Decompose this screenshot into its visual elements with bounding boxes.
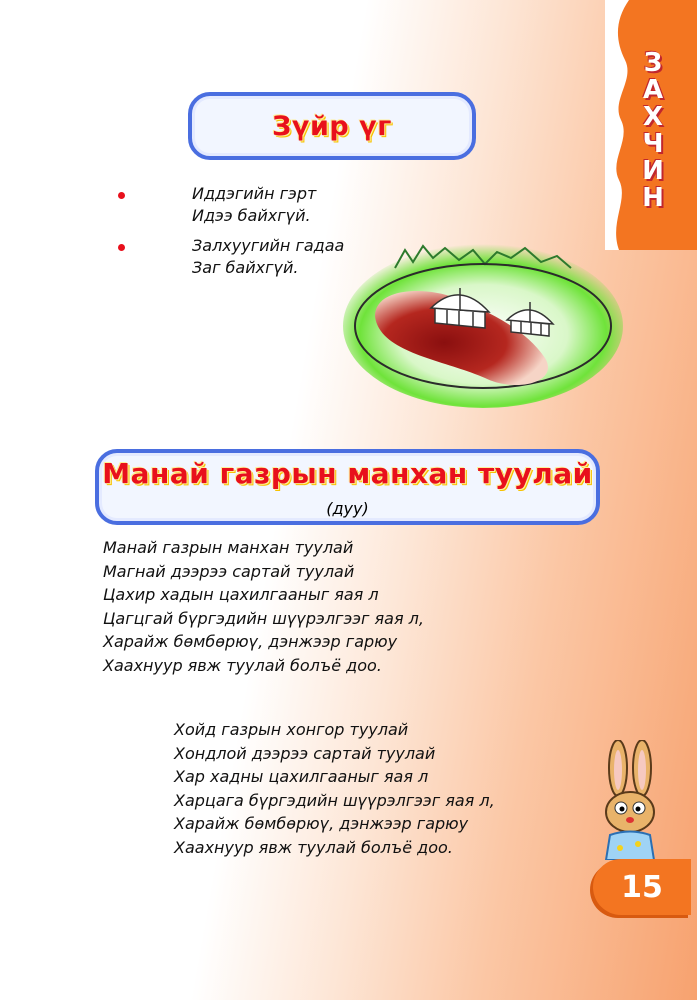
verse-line: Харайж бөмбөрюү, дэнжээр гарюу xyxy=(174,814,469,834)
list-item xyxy=(118,235,344,279)
verse-line: Магнай дээрээ сартай туулай xyxy=(103,561,355,581)
tab-letter: А xyxy=(642,75,664,105)
tab-wavy-edge xyxy=(605,0,629,250)
list-item xyxy=(118,183,344,227)
tab-letter: З xyxy=(643,48,663,78)
verse-line: Цахир хадын цахилгааныг яая л xyxy=(103,585,379,605)
page-number-badge xyxy=(585,857,697,919)
song-verse-1 xyxy=(103,536,424,678)
tab-letter: Ч xyxy=(642,129,664,159)
proverb-line: Заг байхгүй. xyxy=(192,258,299,277)
bullet-icon xyxy=(118,244,125,251)
verse-line: Хойд газрын хонгор туулай xyxy=(174,720,409,739)
verse-line: Цагцгай бүргэдийн шүүрэлгээг яая л, xyxy=(103,608,424,628)
page-number: 15 xyxy=(593,859,691,915)
verse-line: Манай газрын манхан туулай xyxy=(103,538,354,557)
song-title: Манай газрын манхан туулай xyxy=(102,457,593,490)
bullet-icon xyxy=(118,192,125,199)
song-title-box xyxy=(95,449,600,525)
proverb-line: Иддэгийн гэрт xyxy=(192,184,317,203)
rabbit-icon xyxy=(590,740,670,860)
verse-line: Хаахнуур явж туулай болъё доо. xyxy=(174,837,453,857)
verse-line: Хар хадны цахилгааныг яая л xyxy=(174,767,429,787)
proverb-line: Залхуугийн гадаа xyxy=(192,236,345,255)
proverb-list xyxy=(118,183,344,287)
tab-letter: Н xyxy=(642,183,664,213)
yurt-illustration xyxy=(335,228,625,418)
verse-line: Харцага бүргэдийн шүүрэлгээг яая л, xyxy=(174,790,495,810)
song-verse-2 xyxy=(174,718,495,860)
tab-letter: Х xyxy=(642,102,664,132)
verse-line: Хаахнуур явж туулай болъё доо. xyxy=(103,655,382,675)
verse-line: Хондлой дээрээ сартай туулай xyxy=(174,743,436,763)
song-subtitle: (дуу) xyxy=(326,499,369,518)
section-tab-label xyxy=(629,50,677,212)
proverb-title: Зүйр үг xyxy=(272,110,392,142)
proverb-line: Идээ байхгүй. xyxy=(192,206,311,225)
proverb-title-box xyxy=(188,92,476,160)
tab-letter: И xyxy=(642,156,664,186)
section-tab xyxy=(605,0,697,250)
verse-line: Харайж бөмбөрюү, дэнжээр гарюу xyxy=(103,632,398,652)
